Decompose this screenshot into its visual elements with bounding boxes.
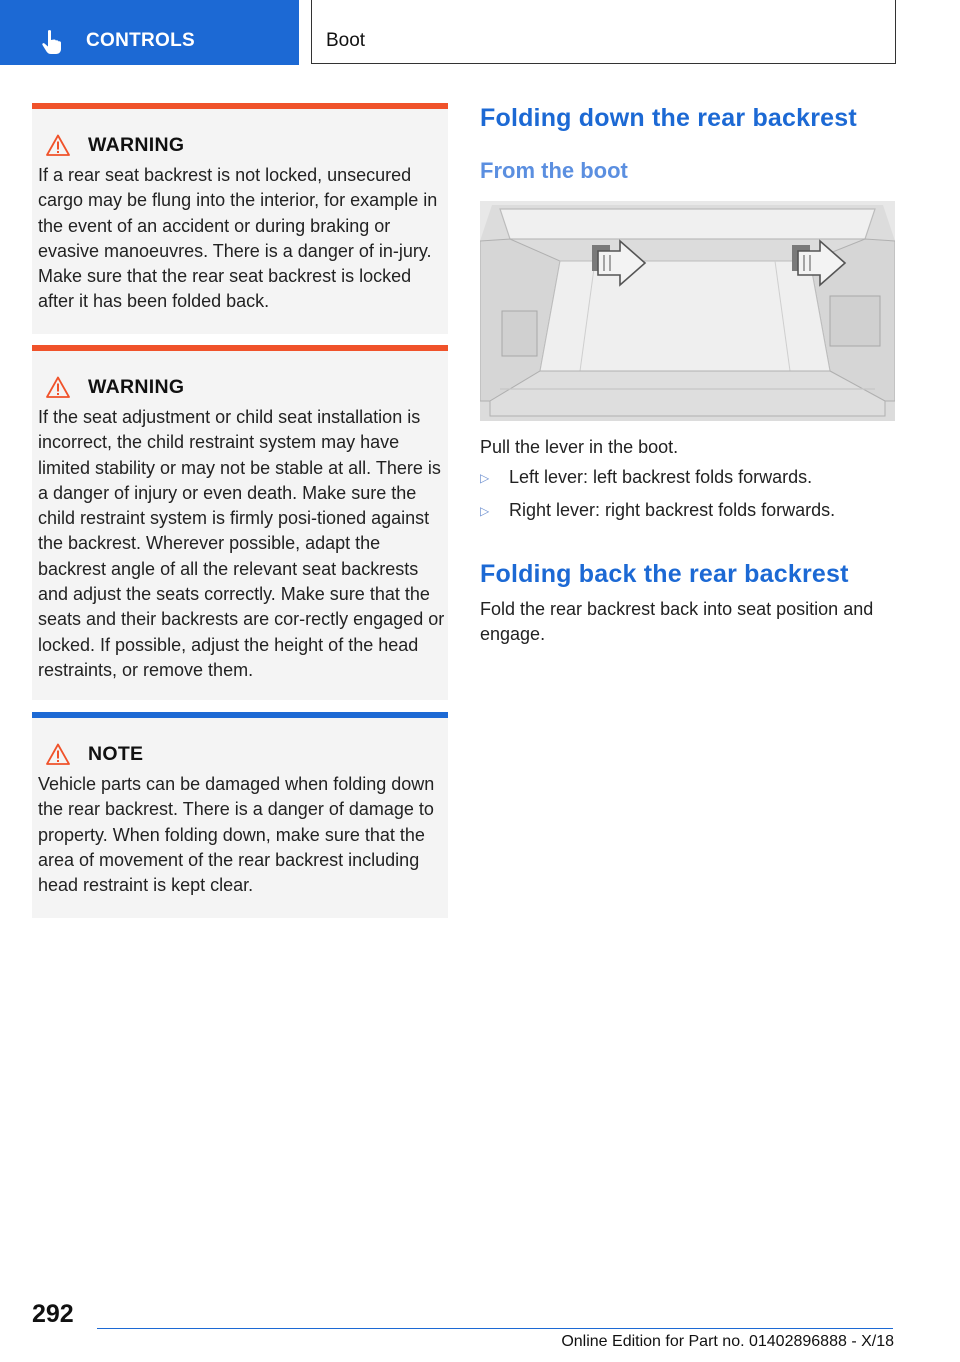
notice-heading [46, 742, 143, 766]
warning-bar [32, 103, 448, 109]
notice-heading [46, 375, 184, 399]
footer-divider [97, 1328, 893, 1329]
page-header-title-box [311, 0, 896, 64]
warning-triangle-icon [46, 376, 70, 398]
list-item-text: Right lever: right backrest folds forwards. [509, 500, 836, 520]
list-item-text: Left lever: left backrest folds forwards. [509, 467, 813, 487]
notice-text: If a rear seat backrest is not locked, unsecured cargo may be flung into the interior, for example in the event of an accident or during braking or evasive manoeuvres. There is a danger of in-jury. Make sure that the rear seat backrest is locked after it has been folded back. [38, 165, 438, 312]
notice-text: If the seat adjustment or child seat installation is incorrect, the child restraint system may have limited stability or may not be stable at all. There is a danger of injury or even death. Make sure the child restraint system is firmly posi-tioned against the backrest. Wherever possible, adapt the backrest angle of all the relevant seat backrests and adjust the seats correctly. Make sure that the seats and their backrests are cor-rectly engaged or locked. If possible, adjust the height of the head restraints, or remove them. [38, 407, 445, 680]
boot-illustration [480, 201, 895, 421]
footer-edition: Online Edition for Part no. 01402896888 - X/18 [561, 1333, 894, 1350]
intro-text: Pull the lever in the boot. [480, 437, 679, 457]
notice-heading [46, 133, 184, 157]
hand-pointer-icon [40, 29, 66, 55]
notice-text: Vehicle parts can be damaged when folding down the rear backrest. There is a danger of damage to property. When folding down, make sure that the area of movement of the rear backrest including head restraint is kept clear. [38, 774, 435, 896]
boot-interior-illustration [480, 201, 895, 421]
section-label: CONTROLS [86, 30, 196, 51]
warning-triangle-icon [46, 743, 70, 765]
notice-title: NOTE [88, 742, 144, 765]
note-box [32, 712, 448, 918]
warning-box-1 [32, 103, 448, 334]
note-bar [32, 712, 448, 718]
section-tab[interactable] [0, 0, 299, 65]
section-heading-fold-back: Folding back the rear backrest [480, 560, 849, 588]
notice-title: WARNING [88, 133, 185, 156]
list-item [480, 467, 812, 488]
notice-title: WARNING [88, 375, 185, 398]
subheading-from-boot: From the boot [480, 158, 628, 183]
list-bullet-icon: ▷ [480, 471, 490, 485]
section-heading-fold-down: Folding down the rear backrest [480, 104, 857, 132]
list-item [480, 500, 835, 521]
page-title: Boot [326, 30, 366, 51]
page-number: 292 [32, 1300, 74, 1328]
warning-box-2 [32, 345, 448, 700]
warning-bar [32, 345, 448, 351]
warning-triangle-icon [46, 134, 70, 156]
fold-back-text: Fold the rear backrest back into seat position and engage. [480, 599, 874, 644]
list-bullet-icon: ▷ [480, 504, 490, 518]
